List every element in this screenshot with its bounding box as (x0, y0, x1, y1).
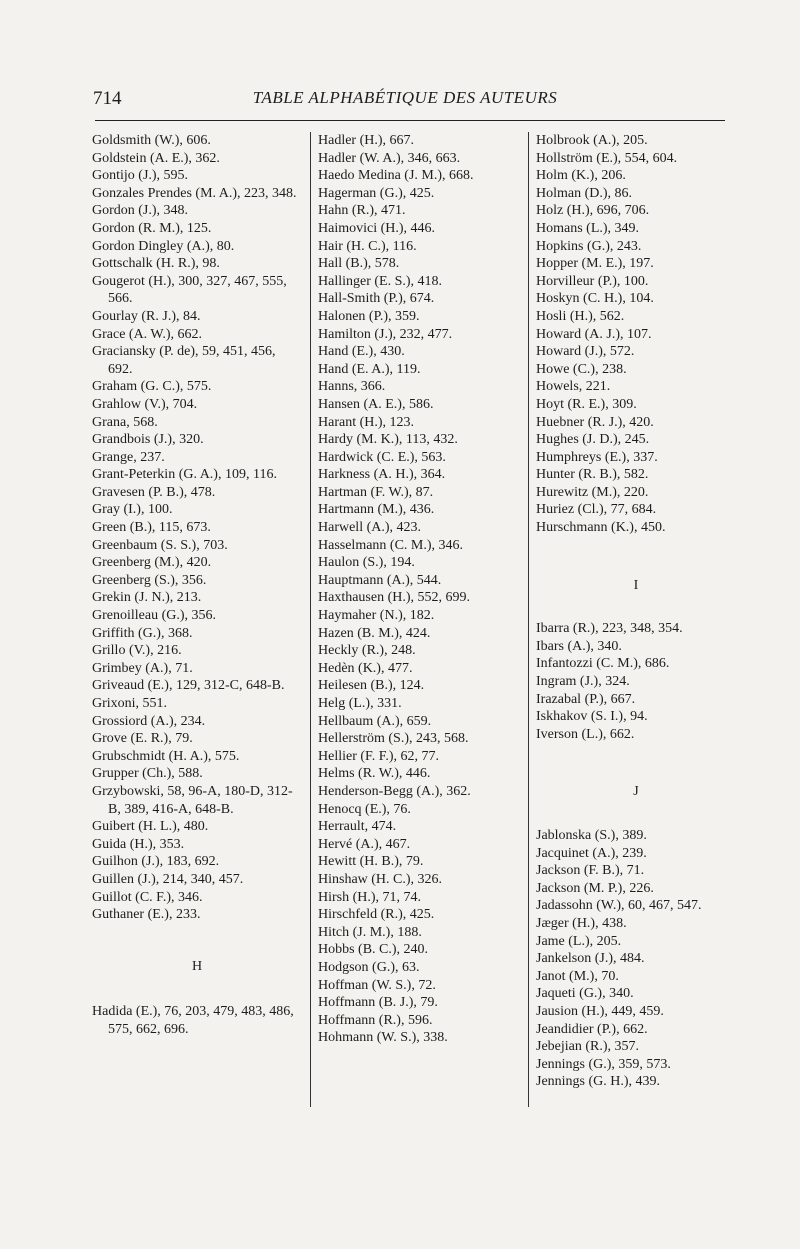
index-entry: Grubschmidt (H. A.), 575. (92, 748, 240, 764)
index-entry: Gravesen (P. B.), 478. (92, 484, 216, 500)
entries-i (536, 620, 736, 743)
index-entry: Grupper (Ch.), 588. (92, 766, 203, 782)
index-entry: Howe (C.), 238. (536, 361, 627, 377)
index-entry: Griffith (G.), 368. (92, 625, 193, 641)
index-entry: Jennings (G. H.), 439. (536, 1074, 661, 1090)
index-entry: Holman (D.), 86. (536, 185, 633, 201)
index-entry: Harwell (A.), 423. (318, 520, 422, 536)
index-entry: Heilesen (B.), 124. (318, 678, 425, 694)
index-entry: Hosli (H.), 562. (536, 308, 625, 324)
index-entry: Grzybowski, 58, 96-A, 180-D, 312-B, 389, 416-A, 648-B. (92, 783, 293, 817)
running-title: TABLE ALPHABÉTIQUE DES AUTEURS (252, 88, 558, 107)
index-entry: Jebejian (R.), 357. (536, 1039, 640, 1055)
index-entry: Hand (E. A.), 119. (318, 361, 421, 377)
index-entry: Hellerström (S.), 243, 568. (318, 731, 469, 747)
index-entry: Gontijo (J.), 595. (92, 168, 189, 184)
index-entry: Hardwick (C. E.), 563. (318, 449, 446, 465)
index-entry: Howels, 221. (536, 379, 611, 395)
index-entry: Hoyt (R. E.), 309. (536, 396, 637, 412)
index-column-2 (318, 132, 523, 1047)
column-divider-1 (310, 132, 311, 1107)
index-entry: Janot (M.), 70. (536, 968, 619, 984)
index-entry: Hurewitz (M.), 220. (536, 484, 649, 500)
index-entry: Grange, 237. (92, 449, 165, 465)
index-entry: Guillot (C. F.), 346. (92, 889, 203, 905)
index-entry: Hedèn (K.), 477. (318, 660, 413, 676)
index-entry: Hallinger (E. S.), 418. (318, 273, 443, 289)
index-entry: Gourlay (R. J.), 84. (92, 308, 201, 324)
index-entry: Hand (E.), 430. (318, 344, 405, 360)
index-entry: Harkness (A. H.), 364. (318, 467, 446, 483)
index-entry: Hervé (A.), 467. (318, 836, 411, 852)
index-entry: Green (B.), 115, 673. (92, 520, 211, 536)
header-rule (95, 120, 725, 121)
section-letter-h: H (191, 958, 203, 974)
index-entry: Howard (A. J.), 107. (536, 326, 652, 342)
index-entry: Haulon (S.), 194. (318, 555, 415, 571)
section-letter-i: I (633, 577, 639, 593)
index-entry: Hellier (F. F.), 62, 77. (318, 748, 440, 764)
index-entry: Hahn (R.), 471. (318, 203, 406, 219)
index-entry: Jackson (F. B.), 71. (536, 863, 645, 879)
entries-h (318, 132, 523, 1047)
index-entry: Hansen (A. E.), 586. (318, 396, 434, 412)
index-entry: Hanns, 366. (318, 379, 386, 395)
index-entry: Hohmann (W. S.), 338. (318, 1030, 448, 1046)
index-entry: Grant-Peterkin (G. A.), 109, 116. (92, 467, 277, 483)
page-number: 714 (93, 88, 122, 109)
index-entry: Hagerman (G.), 425. (318, 185, 435, 201)
index-entry: Jankelson (J.), 484. (536, 951, 645, 967)
index-entry: Iverson (L.), 662. (536, 726, 635, 742)
index-entry: Hoskyn (C. H.), 104. (536, 291, 654, 307)
index-entry: Guthaner (E.), 233. (92, 907, 201, 923)
page-header (85, 88, 725, 118)
index-entry: Hollström (E.), 554, 604. (536, 150, 678, 166)
index-entry: Haedo Medina (J. M.), 668. (318, 168, 474, 184)
index-entry: Grenoilleau (G.), 356. (92, 608, 217, 624)
index-entry: Grandbois (J.), 320. (92, 432, 204, 448)
index-entry: Gottschalk (H. R.), 98. (92, 256, 220, 272)
index-entry: Greenberg (M.), 420. (92, 555, 212, 571)
index-entry: Hitch (J. M.), 188. (318, 924, 422, 940)
index-entry: Ingram (J.), 324. (536, 674, 630, 690)
index-entry: Greenbaum (S. S.), 703. (92, 537, 228, 553)
index-entry: Jablonska (S.), 389. (536, 828, 647, 843)
index-entry: Hoffmann (B. J.), 79. (318, 995, 438, 1011)
index-entry: Grace (A. W.), 662. (92, 326, 203, 342)
index-entry: Helms (R. W.), 446. (318, 766, 431, 782)
index-entry: Hopper (M. E.), 197. (536, 256, 654, 272)
index-entry: Grahlow (V.), 704. (92, 396, 198, 412)
index-entry: Jaqueti (G.), 340. (536, 986, 634, 1002)
index-entry: Hadler (W. A.), 346, 663. (318, 150, 461, 166)
index-entry: Hall-Smith (P.), 674. (318, 291, 435, 307)
index-entry: Irazabal (P.), 667. (536, 691, 636, 707)
index-entry: Jausion (H.), 449, 459. (536, 1003, 664, 1019)
entries-j (536, 827, 736, 1091)
index-entry: Hartmann (M.), 436. (318, 502, 435, 518)
index-entry: Hoffman (W. S.), 72. (318, 977, 436, 993)
index-entry: Guilhon (J.), 183, 692. (92, 854, 220, 870)
index-entry: Halonen (P.), 359. (318, 308, 420, 324)
index-entry: Guibert (H. L.), 480. (92, 819, 209, 835)
index-entry: Ibarra (R.), 223, 348, 354. (536, 621, 683, 637)
index-entry: Hughes (J. D.), 245. (536, 432, 650, 448)
index-entry: Jeandidier (P.), 662. (536, 1021, 648, 1037)
index-entry: Infantozzi (C. M.), 686. (536, 656, 670, 672)
index-column-1 (92, 132, 302, 1039)
index-entry: Jame (L.), 205. (536, 933, 622, 949)
index-entry: Hodgson (G.), 63. (318, 959, 420, 975)
index-entry: Hirschfeld (R.), 425. (318, 907, 435, 923)
index-entry: Hamilton (J.), 232, 477. (318, 326, 453, 342)
index-entry: Jackson (M. P.), 226. (536, 880, 654, 896)
index-entry: Hurschmann (K.), 450. (536, 520, 666, 536)
index-entry: Helg (L.), 331. (318, 696, 402, 711)
index-entry: Homans (L.), 349. (536, 220, 640, 236)
index-entry: Howard (J.), 572. (536, 344, 635, 360)
index-entry: Hair (H. C.), 116. (318, 238, 417, 254)
entries-h-end (536, 132, 736, 537)
index-entry: Hadler (H.), 667. (318, 133, 415, 148)
index-entry: Haxthausen (H.), 552, 699. (318, 590, 471, 606)
index-entry: Herrault, 474. (318, 819, 397, 835)
index-entry: Ibars (A.), 340. (536, 638, 622, 654)
index-entry: Jadassohn (W.), 60, 467, 547. (536, 898, 702, 914)
index-entry: Guida (H.), 353. (92, 836, 185, 852)
index-entry: Holm (K.), 206. (536, 168, 626, 184)
index-entry: Horvilleur (P.), 100. (536, 273, 649, 289)
index-entry: Holz (H.), 696, 706. (536, 203, 650, 219)
index-entry: Jacquinet (A.), 239. (536, 845, 647, 861)
index-entry: Grove (E. R.), 79. (92, 731, 193, 747)
index-entry: Harant (H.), 123. (318, 414, 415, 430)
index-entry: Gordon (J.), 348. (92, 203, 189, 219)
index-entry: Griveaud (E.), 129, 312-C, 648-B. (92, 678, 285, 694)
index-entry: Hinshaw (H. C.), 326. (318, 871, 443, 887)
index-entry: Hauptmann (A.), 544. (318, 572, 442, 588)
index-entry: Gordon (R. M.), 125. (92, 220, 212, 236)
index-entry: Hunter (R. B.), 582. (536, 467, 649, 483)
index-entry: Henderson-Begg (A.), 362. (318, 783, 471, 799)
index-entry: Hellbaum (A.), 659. (318, 713, 432, 729)
entries-h-start (92, 1003, 302, 1038)
index-entry: Grekin (J. N.), 213. (92, 590, 202, 606)
index-entry: Hirsh (H.), 71, 74. (318, 889, 422, 905)
index-entry: Gordon Dingley (A.), 80. (92, 238, 235, 254)
index-entry: Graham (G. C.), 575. (92, 379, 212, 395)
entries-g (92, 132, 302, 924)
index-entry: Goldsmith (W.), 606. (92, 133, 211, 148)
index-entry: Hasselmann (C. M.), 346. (318, 537, 464, 553)
index-entry: Haimovici (H.), 446. (318, 220, 436, 236)
index-entry: Hartman (F. W.), 87. (318, 484, 434, 500)
index-entry: Jennings (G.), 359, 573. (536, 1056, 671, 1072)
index-entry: Greenberg (S.), 356. (92, 572, 207, 588)
index-entry: Hoffmann (R.), 596. (318, 1012, 433, 1028)
index-entry: Gougerot (H.), 300, 327, 467, 555, 566. (92, 273, 287, 307)
index-entry: Humphreys (E.), 337. (536, 449, 658, 465)
index-entry: Grixoni, 551. (92, 696, 168, 711)
index-entry: Jæger (H.), 438. (536, 915, 627, 931)
index-entry: Hall (B.), 578. (318, 256, 400, 272)
index-entry: Heckly (R.), 248. (318, 643, 416, 659)
index-entry: Henocq (E.), 76. (318, 801, 411, 817)
index-entry: Graciansky (P. de), 59, 451, 456, 692. (92, 344, 276, 377)
index-entry: Goldstein (A. E.), 362. (92, 150, 220, 166)
index-entry: Guillen (J.), 214, 340, 457. (92, 871, 244, 887)
index-entry: Grillo (V.), 216. (92, 643, 182, 659)
index-entry: Hadida (E.), 76, 203, 479, 483, 486, 575, 662, 696. (92, 1004, 294, 1037)
index-entry: Huebner (R. J.), 420. (536, 414, 654, 430)
column-divider-2 (528, 132, 529, 1107)
index-entry: Hazen (B. M.), 424. (318, 625, 431, 641)
index-entry: Gonzales Prendes (M. A.), 223, 348. (92, 185, 297, 201)
index-column-3 (536, 132, 736, 1091)
index-entry: Iskhakov (S. I.), 94. (536, 709, 648, 725)
index-entry: Hardy (M. K.), 113, 432. (318, 432, 458, 448)
index-entry: Huriez (Cl.), 77, 684. (536, 502, 657, 518)
index-entry: Hopkins (G.), 243. (536, 238, 642, 254)
index-entry: Grossiord (A.), 234. (92, 713, 206, 729)
index-entry: Hobbs (B. C.), 240. (318, 942, 429, 958)
index-entry: Hewitt (H. B.), 79. (318, 854, 424, 870)
index-entry: Grimbey (A.), 71. (92, 660, 193, 676)
index-entry: Gray (I.), 100. (92, 502, 173, 518)
index-entry: Holbrook (A.), 205. (536, 133, 648, 148)
index-entry: Haymaher (N.), 182. (318, 608, 435, 624)
section-letter-j: J (633, 784, 639, 800)
index-entry: Grana, 568. (92, 414, 158, 430)
